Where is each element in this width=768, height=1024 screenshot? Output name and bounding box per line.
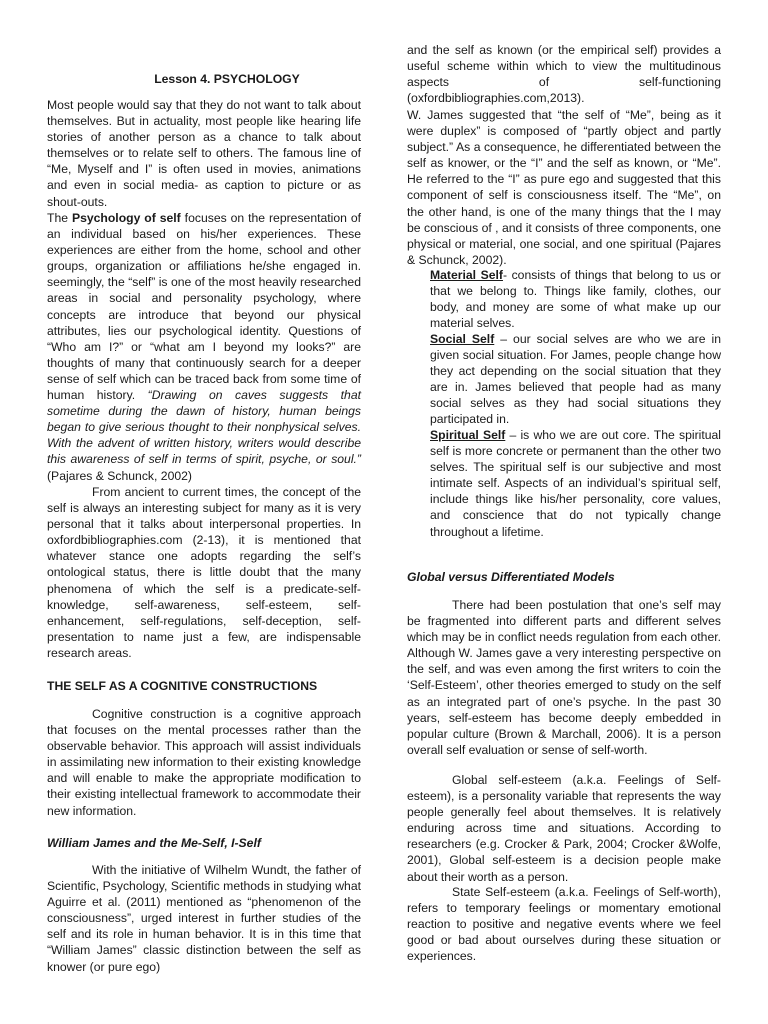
global-self-esteem-paragraph: Global self-esteem (a.k.a. Feelings of Self-esteem), is a personality variable that represents the way people generally feel about themselves. It is relatively enduring across time and situations. According to researchers (e.g. Crocker & Park, 2004; Crocker &Wolfe, 2001), Global self-esteem is a decision people make about their worth as a person. — [407, 773, 721, 884]
social-self-item — [430, 331, 721, 428]
text-span: – our social selves are who we are in given social situation. For James, people change how they act depending on the social situation that they are in. James believed that people had as many social selves as they had social situations they participated in. — [430, 332, 722, 427]
cognitive-construction-paragraph: Cognitive construction is a cognitive approach that focuses on the mental processes rather than the observable behavior. This approach will assist individuals in assimilating new information to their existing knowledge and will enable to make the appropriate modification to their existing intellectual framework to accommodate their new information. — [47, 707, 361, 818]
intro-paragraph: Most people would say that they do not want to talk about themselves. But in actuality, most people like hearing life stories of another person as a chance to talk about themselves or to relate self to others. The famous line of “Me, Myself and I” is often used in movies, animations and even in social media- as caption to picture or as shout-outs. — [47, 98, 361, 209]
text-span: - consists of things that belong to us or that we belong to. Things like family, clothes, our body, and money are some of what make up our material selves. — [430, 268, 721, 331]
caves-quote: “Drawing on caves suggests that sometime during the dawn of history, human beings began to give serious thought to their nonphysical selves. With the advent of written history, writers would describe this awareness of self in terms of spirit, psyche, or soul.” — [47, 388, 361, 467]
cognitive-constructions-heading: THE SELF AS A COGNITIVE CONSTRUCTIONS — [47, 679, 318, 693]
psychology-of-self-paragraph — [47, 210, 361, 484]
postulation-paragraph: There had been postulation that one’s self may be fragmented into different parts and different selves which may be in conflict needs regulation from each other. Although W. James gave a very interesting perspective on the self, and was even among the first writers to coin the ‘Self-Esteem’, other theories emerged to study on the self as an integrated part of one’s psyche. In the past 30 years, self-esteem has become deeply embedded in popular culture (Brown & Marchall, 2006). It is a person overall self evaluation or sense of self-worth. — [407, 598, 721, 757]
spiritual-self-term: Spiritual Self — [430, 428, 506, 442]
global-vs-differentiated-heading: Global versus Differentiated Models — [407, 570, 615, 584]
james-duplex-paragraph: W. James suggested that “the self of “Me”, being as it were duplex” is composed of “partly object and partly subject.” As a consequence, he differentiated between the self as knower, or the “I” and the self as known, or “Me”. He referred to the “I” as pure ego and suggested that this component of self is consciousness itself. The “Me”, on the other hand, is one of the many things that the I may be conscious of , and it consists of three components, one physical or material, one social, and one spiritual (Pajares & Schunck, 2002). — [407, 108, 721, 267]
text-span: focuses on the representation of an individual based on his/her experiences. These experiences are either from the home, school and other groups, organization or affiliations he/she engaged in. seemingly, the “self” is one of the most heavily researched areas in social and personality psychology, where concepts are introduce that beyond our physical attributes, lies our psychological identity. Questions of “Who am I?” or “what am I beyond my looks?” are thoughts of many that continuously search for a deeper sense of self which can be traced back from some time of human history. — [47, 211, 362, 403]
continued-paragraph: and the self as known (or the empirical self) provides a useful scheme within which to view the multitudinous aspects of self-functioning (oxfordbibliographies.com,2013). — [407, 43, 721, 106]
spiritual-self-item — [430, 427, 721, 540]
ancient-times-paragraph: From ancient to current times, the concept of the self is always an interesting subject for many as it is very personal that it talks about interpersonal properties. In oxfordbibliographies.com (2-13), it is mentioned that whatever stance one adopts regarding the self’s ontological status, there is little doubt that the many phenomena of which the self is a predicate-self-knowledge, self-awareness, self-esteem, self-enhancement, self-regulations, self-deception, self-presentation to name just a few, are indispensable research areas. — [47, 485, 361, 660]
text-span: The — [47, 211, 72, 225]
material-self-term: Material Self — [430, 268, 503, 282]
state-self-esteem-paragraph: State Self-esteem (a.k.a. Feelings of Self-worth), refers to temporary feelings or momentary emotional reaction to positive and negative events where we feel good or bad about ourselves during these situation or experiences. — [407, 885, 721, 964]
lesson-title: Lesson 4. PSYCHOLOGY — [154, 72, 300, 86]
wundt-paragraph: With the initiative of Wilhelm Wundt, the father of Scientific, Psychology, Scientific methods in studying what Aguirre et al. (2011) mentioned as “phenomenon of the consciousness”, urged interest in further studies of the self and its role in human behavior. It is in this time that “William James” classic distinction between the self as knower (or pure ego) — [47, 863, 361, 974]
social-self-term: Social Self — [430, 332, 495, 346]
material-self-item — [430, 267, 721, 331]
william-james-heading: William James and the Me-Self, I-Self — [47, 836, 261, 850]
text-span: – is who we are out core. The spiritual self is more concrete or permanent than the other two selves. The spiritual self is our subjective and most intimate self. Aspects of an individual’s spiritual self, include things like his/her personality, core values, and conscience that do not typically change throughout a lifetime. — [430, 428, 722, 539]
psychology-of-self-term: Psychology of self — [71, 211, 181, 225]
citation: (Pajares & Schunck, 2002) — [47, 468, 192, 483]
